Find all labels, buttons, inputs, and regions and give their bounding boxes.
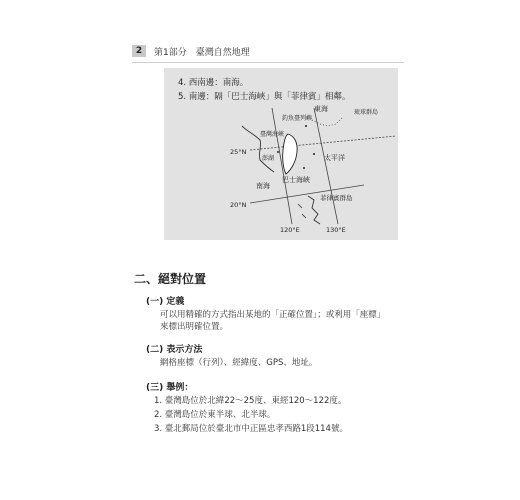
example-line-1: 1. 臺灣島位於北緯22～25度、東經120～122度。 xyxy=(154,396,347,406)
info-box xyxy=(164,68,398,240)
diaoyutai-label: 釣魚臺列嶼 xyxy=(282,115,313,122)
lat-25-label: 25°N xyxy=(230,148,247,156)
ryukyu-label: 琉球群島 xyxy=(354,109,379,116)
definition-line-2: 來標出明確位置。 xyxy=(160,322,229,332)
page-header xyxy=(132,44,250,58)
philippines-label: 菲律賓群島 xyxy=(320,194,353,202)
penghu-label: 澎湖 xyxy=(262,155,275,162)
island-dot xyxy=(313,153,315,155)
philippines-islands xyxy=(308,196,320,224)
header-rule xyxy=(132,62,404,63)
method-line-1: 網格座標（行列）、經緯度、GPS、地址。 xyxy=(160,358,318,368)
penghu-dot xyxy=(277,151,279,153)
pacific-label: 太平洋 xyxy=(324,154,345,162)
definition-title: (一) 定義 xyxy=(146,297,185,307)
box-line-southwest: 4. 西南邊：南海。 xyxy=(178,78,249,88)
example-line-2: 2. 臺灣島位於東半球、北半球。 xyxy=(154,410,276,420)
philippines-islets xyxy=(298,204,306,218)
taiwan-strait-label: 臺灣海峽 xyxy=(260,131,285,138)
bashi-strait-label: 巴士海峽 xyxy=(282,176,310,184)
lat-20-label: 20°N xyxy=(230,201,247,209)
method-title: (二) 表示方法 xyxy=(146,345,203,355)
example-line-3: 3. 臺北郵局位於臺北市中正區忠孝西路1段114號。 xyxy=(154,424,348,434)
lat-25-line xyxy=(250,136,396,150)
example-title: (三) 舉例： xyxy=(146,383,194,393)
diaoyutai-dot xyxy=(305,125,307,127)
lon-120-label: 120°E xyxy=(280,226,300,234)
taiwan-island xyxy=(283,134,298,174)
east-sea-label: 東海 xyxy=(314,105,328,113)
page-number: 2 xyxy=(132,45,146,57)
taiwan-map xyxy=(164,68,398,240)
definition-line-1: 可以用精確的方式指出某地的「正確位置」；或利用「座標」 xyxy=(160,310,386,320)
lanyu-dot xyxy=(303,167,305,169)
section-title: 二、絕對位置 xyxy=(134,272,207,286)
header-title: 第1部分 臺灣自然地理 xyxy=(154,47,250,58)
south-sea-label: 南海 xyxy=(256,182,270,190)
lon-130-label: 130°E xyxy=(326,226,346,234)
box-line-south: 5. 南邊：隔「巴士海峽」與「菲律賓」相鄰。 xyxy=(178,92,351,102)
